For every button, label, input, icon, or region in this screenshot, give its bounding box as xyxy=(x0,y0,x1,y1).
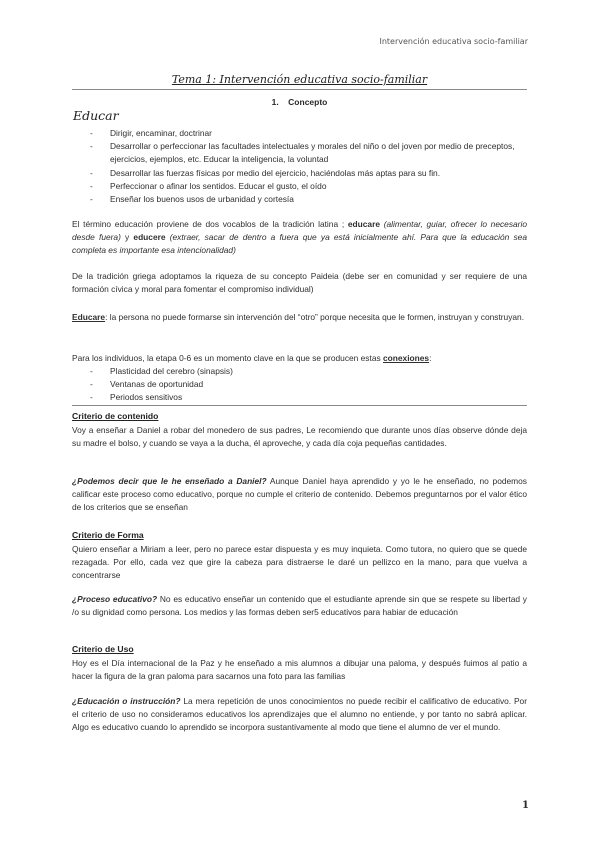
list-item: - Dirigir, encaminar, doctrinar xyxy=(90,128,212,138)
list-item: - Desarrollar las fuerzas físicas por medio del ejercicio, haciéndolas más aptas para su fin. xyxy=(90,167,441,178)
educar-heading: Educar xyxy=(73,108,119,123)
page-number: 1 xyxy=(522,800,529,811)
paragraph-uso-question: ¿Educación o instrucción? La mera repetición de unos conocimientos no puede recibir el calificativo de educativo. Por el criterio de uso no consideramos educativos los aprendizajes que el alumno no entiende, y por tanto no sabrá aplicar. Algo es educativo cuando lo aprendido se incorpora sustantivamente al modo que tiene el alumno de ver el mundo. xyxy=(72,696,527,732)
heading-criterio-contenido: Criterio de contenido xyxy=(72,411,159,421)
educar-list xyxy=(90,127,527,206)
paragraph-contenido-example: Voy a enseñar a Daniel a robar del monedero de sus padres, Le recomiendo que durante unos días observe dónde deja su madre el bolso, y cuando se vaya a la ducha, él aproveche, y cada día coja pequeñas cantidades. xyxy=(72,425,527,448)
paragraph-uso-example: Hoy es el Día internacional de la Paz y he enseñado a mis alumnos a dibujar una paloma, y después fuimos al patio a hacer la figura de la gran paloma para sacarnos una foto para las familias xyxy=(72,658,527,681)
paragraph-forma-question: ¿Proceso educativo? No es educativo enseñar un contenido que el estudiante aprende sin que se respete su libertad y /o su dignidad como persona. Los medios y las formas deben ser5 educativos para habiar de educación xyxy=(72,594,527,617)
list-item: - Periodos sensitivos xyxy=(90,392,183,403)
list-item: - Perfeccionar o afinar los sentidos. Educar el gusto, el oído xyxy=(90,180,327,191)
paragraph-conexiones: Para los individuos, la etapa 0-6 es un momento clave en la que se producen estas conexiones: xyxy=(72,353,432,363)
paragraph-etymology: El término educación proviene de dos vocablos de la tradición latina ; educare (alimentar, guiar, ofrecer lo necesario desde fuera) y educere (extraer, sacar de dentro a fuera que ya está inicialmente ahí. Para que la educación sea completa es importante esa intencionalidad) xyxy=(72,219,527,255)
paragraph-forma-example: Quiero enseñar a Miriam a leer, pero no parece estar dispuesta y es muy inquieta. Como tutora, no quiero que se quede rezagada. Por ello, cada vez que gire la cabeza para distraerse le daré un pellizco en la mano, para que vuelva a concentrarse xyxy=(72,544,527,580)
running-header: Intervención educativa socio-familiar xyxy=(379,37,528,46)
conexiones-list xyxy=(90,365,527,405)
heading-criterio-forma: Criterio de Forma xyxy=(72,530,144,540)
list-item: - Plasticidad del cerebro (sinapsis) xyxy=(90,366,233,376)
heading-criterio-uso: Criterio de Uso xyxy=(72,644,134,654)
paragraph-paideia: De la tradición griega adoptamos la riqueza de su concepto Paideia (debe ser en comunidad y ser requiere de una formación cívica y moral para fomentar el compromiso individual) xyxy=(72,271,527,294)
list-item: - Ventanas de oportunidad xyxy=(90,379,204,390)
section-divider xyxy=(72,405,527,406)
paragraph-contenido-question: ¿Podemos decir que le he enseñado a Daniel? Aunque Daniel haya aprendido y yo le he enseñado, no podemos calificar este proceso como educativo, porque no cumple el criterio de contenido. Debemos preguntarnos por el valor ético de los criterios que se enseñan xyxy=(72,476,527,512)
list-item: - Desarrollar o perfeccionar las facultades intelectuales y morales del niño o del joven por medio de preceptos, ejercicios, ejemplos, etc. Educar la inteligencia, la voluntad xyxy=(90,141,515,165)
section-number: 1. xyxy=(271,97,279,107)
document-title: Tema 1: Intervención educativa socio-familiar xyxy=(171,73,428,86)
section-heading xyxy=(72,97,527,107)
paragraph-educare: Educare: la persona no puede formarse sin intervención del “otro” porque necesita que le formen, instruyan y construyan. xyxy=(72,312,525,322)
title-divider xyxy=(72,89,527,90)
list-item: - Enseñar los buenos usos de urbanidad y cortesía xyxy=(90,194,294,205)
section-label: Concepto xyxy=(288,97,328,107)
